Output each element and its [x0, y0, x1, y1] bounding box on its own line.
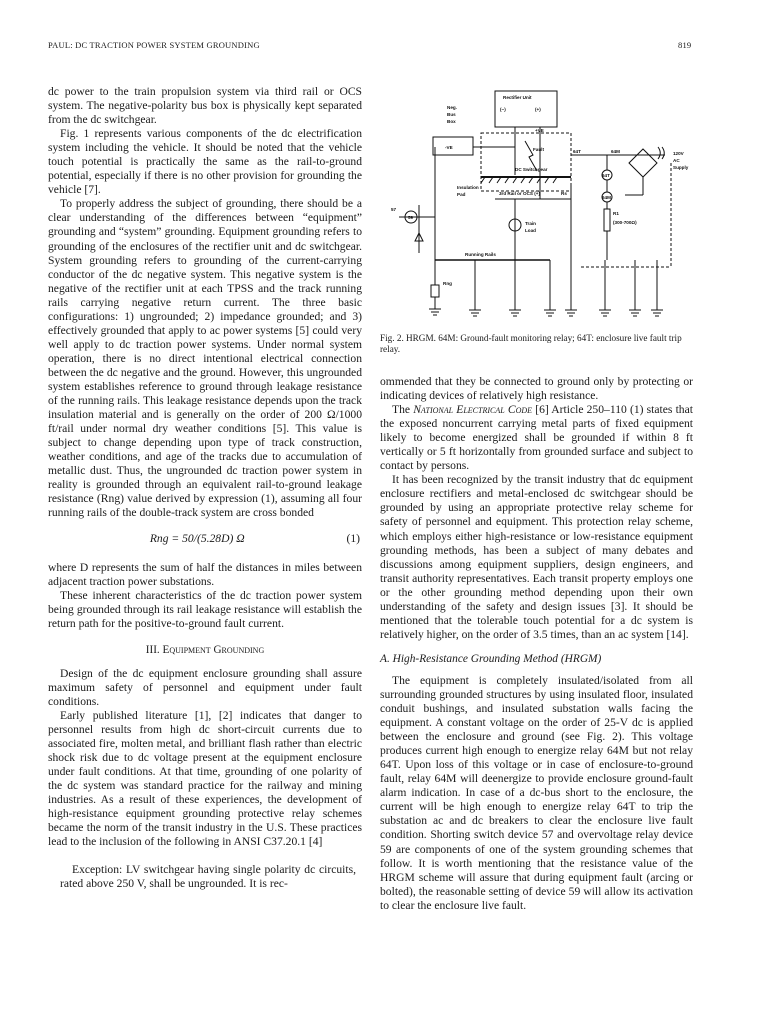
label-running-rails: Running Rails [465, 252, 496, 257]
label-rectifier-unit: Rectifier Unit [503, 95, 532, 100]
label-plus-ve: +VE [535, 128, 544, 133]
label-ac: AC [673, 158, 680, 163]
label-fault: Fault [533, 147, 544, 152]
label-rng: Rng [443, 281, 452, 286]
paragraph: To properly address the subject of grounding, there should be a clear understanding of the differences between “equipment” grounding and “system” grounding. Equipment grounding refers to grounding of the enclosures of the rectifier unit and dc switchgear. System grounding refers to grounding of the current-carrying conductor of the dc negative system. This negative system is the negative of the rectifier unit at each TPSS and the track running rails carrying negative return current. The three basic configurations: 1) ungrounded; 2) impedance grounded; and 3) effectively grounded that apply to ac power systems [5] could very well apply to dc traction power systems. Under normal system operation, there is no direct intentional electrical connection between the dc negative and the ground. However, this ungrounded system establishes reference to ground through leakage resistance of the running rails. This leakage resistance depends upon the track insulation material and is generally on the order of 200 Ω/1000 ft/rail under normal dry weather conditions [5]. This value is subject to change depending upon type of track construction, weather conditions, and age of the tracks due to accumulation of metallic dust. Thus, the ungrounded dc traction power system in reality is grounded through an equivalent rail-to-ground leakage resistance (Rng) value derived by expression (1), assuming all four running rails of the double-track system are cross bonded [48, 197, 362, 520]
label-insulation: Insulation [457, 185, 479, 190]
label-bus: Bus [447, 112, 456, 117]
paragraph [380, 403, 693, 473]
caption-label: Fig. 2. [380, 333, 404, 343]
paragraph: dc power to the train propulsion system via third rail or OCS system. The negative-polarity bus box is physically kept separated from the dc switchgear. [48, 85, 362, 127]
label-minus: (−) [500, 107, 506, 112]
label-r1: R1 [613, 211, 619, 216]
equation-number: (1) [346, 532, 360, 546]
ground-symbols [429, 260, 663, 316]
label-r1-value: (300-700Ω) [613, 220, 637, 225]
label-plus: (+) [535, 107, 541, 112]
paragraph: ommended that they be connected to ground only by protecting or indicating devices of relatively high resistance. [380, 375, 693, 403]
figure-labels [391, 95, 689, 286]
label-64t-contact: 64T [573, 149, 581, 154]
label-minus-ve: -VE [445, 145, 453, 150]
nec-lead: The [392, 403, 414, 417]
label-rs: Rs [561, 191, 567, 196]
label-box: Box [447, 119, 456, 124]
nec-rest: [6] Article 250–110 (1) states that the exposed noncurrent carrying metal parts of fixed equipment likely to become energized shall be grounded if within 8 ft vertically or 5 ft horizontally from grounded surface and subject to contact by persons. [380, 403, 693, 473]
equation-body: Rng = 50/(5.28D) Ω [149, 532, 245, 546]
paragraph: where D represents the sum of half the distances in miles between adjacent traction power substations. [48, 560, 362, 588]
equation-1 [48, 532, 360, 546]
label-third-rail: 3rd Rail or OCS (+) [499, 191, 540, 196]
subsection-heading: A. High-Resistance Grounding Method (HRGM) [380, 652, 602, 665]
paragraph: Early published literature [1], [2] indicates that danger to personnel results from high dc short-circuit currents due to associated fire, molten metal, and brilliant flash rather than electric shock risk due to dc voltage present at the equipment enclosure under fault conditions. At that time, grounding of one polarity of the dc system was standard practice for the railway and mining industries. As a result of these experiences, the development of high-resistance equipment grounding protective relay schemes became the norm of the transit industry in the U.S. These practices lead to the inclusion of the following in ANSI C37.20.1 [4] [48, 708, 362, 849]
label-train: Train [525, 221, 536, 226]
label-59: 59 [408, 215, 414, 220]
quoted-exception: Exception: LV switchgear having single polarity dc circuits, rated above 250 V, shall be ungrounded. It is rec- [60, 863, 356, 891]
figure-caption [380, 333, 693, 356]
paragraph: Design of the dc equipment enclosure grounding shall assure maximum safety of personnel and equipment under fault conditions. [48, 666, 362, 708]
neg-bus-box [433, 137, 473, 155]
right-column [380, 375, 693, 913]
paragraph: The equipment is completely insulated/isolated from all surrounding grounded structures by using insulated floor, insulated conduit bushings, and insulated substation walls facing the equipment. A constant voltage on the order of 25-V dc is applied between the enclosure and ground (see Fig. 2). This voltage produces current high enough to energize relay 64M but not relay 64T. Upon loss of this voltage or in case of enclosure-to-ground fault, relay 64M will deenergize to provide enclosure ground-fault alarm indication. In case of a dc-bus short to the enclosure, the current will be high enough to energize relay 64T to trip the substation ac and dc breakers to clear the enclosure live fault condition. Shorting switch device 57 and overvoltage relay device 59 are components of one of the system grounding schemes that follow. It is worth mentioning that the resistance value of the HRGM scheme will assure that during equipment fault (arcing or bolted), the reasonable setting of device 59 will allow its activation to clear the enclosure live fault. [380, 673, 693, 912]
paragraph: These inherent characteristics of the dc traction power system being grounded through its rail leakage resistance will establish the return path for the positive-to-ground fault current. [48, 588, 362, 630]
caption-text: HRGM. 64M: Ground-fault monitoring relay; 64T: enclosure live fault trip relay. [380, 333, 682, 355]
label-load: Load [525, 228, 536, 233]
label-64m: 64M [602, 195, 611, 200]
label-pad: Pad [457, 192, 466, 197]
label-64m-contact: 64M [611, 149, 620, 154]
paragraph: It has been recognized by the transit industry that dc equipment enclosure rectifiers and metal-enclosed dc switchgear should be grounded by using an appropriate protective relay scheme for safety of personnel and equipment. This protection relay scheme, which employs either high-resistance or low-resistance equipment grounding methods, has been a subject of many debates and discussions among equipment suppliers, design engineers, and transit authority representatives. Each transit property employs one or the other grounding method depending upon their own understanding of the safety and design issues [3]. It should be mentioned that the tolerable touch potential for a dc system is relatively higher, on the order of 3.5 times, than an ac system [14]. [380, 473, 693, 641]
nec-title: National Electrical Code [413, 403, 533, 417]
label-120v: 120V [673, 151, 684, 156]
label-supply: Supply [673, 165, 689, 170]
left-column [48, 85, 362, 891]
figure-2-hrgm-schematic [375, 85, 695, 325]
label-64t: 64T [602, 173, 610, 178]
paragraph: Fig. 1 represents various components of the dc electrification system including the vehicle. It should be noted that the vehicle touch potential is practically the same as the rail-to-ground potential, especially if there is no other provision for grounding the vehicle [7]. [48, 127, 362, 197]
page-number: 819 [678, 40, 692, 50]
label-57: 57 [391, 207, 397, 212]
label-switchgear: DC Switchgear [515, 167, 548, 172]
running-header: PAUL: DC TRACTION POWER SYSTEM GROUNDING [48, 40, 260, 50]
section-heading: III. Equipment Grounding [145, 643, 265, 656]
label-neg: Neg. [447, 105, 457, 110]
